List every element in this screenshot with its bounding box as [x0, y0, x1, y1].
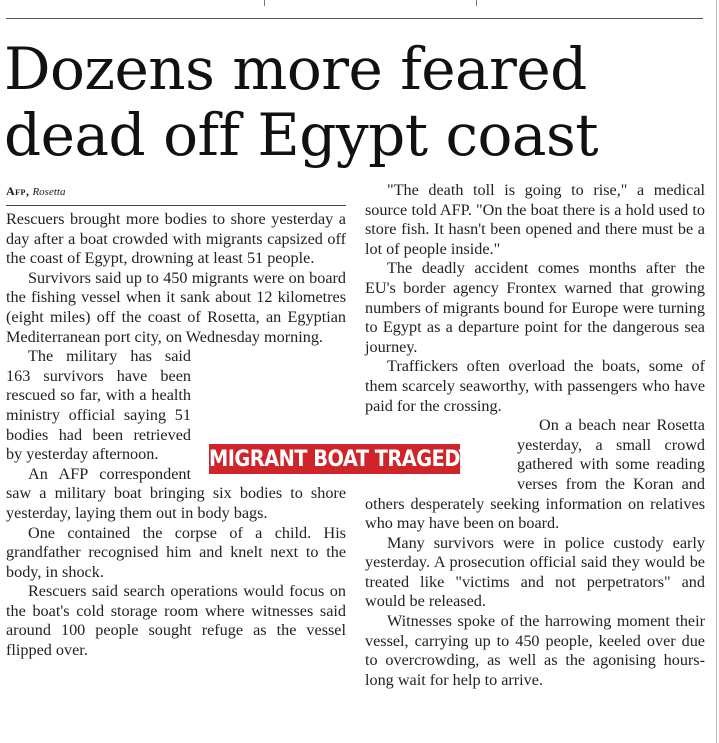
- paragraph: The deadly accident comes months after the EU's border agency Frontex warned that growing numbers of migrants bound for Europe were turning to Egypt as a departure point for the dangerous sea journey.: [365, 259, 705, 356]
- paragraph: One contained the corpse of a child. His grandfather recognised him and knelt next to the body, in shock.: [6, 523, 346, 581]
- paragraph: Rescuers said search operations would focus on the boat's cold storage room where witnesses said around 100 people sought refuge as the vessel flipped over.: [6, 582, 346, 660]
- headline: [4, 36, 704, 168]
- top-tick: [476, 0, 477, 6]
- page-edge-rule: [716, 0, 717, 743]
- headline-line-1: Dozens more feared: [4, 35, 587, 103]
- byline-rule: [6, 205, 346, 206]
- byline-source: Afp,: [6, 184, 30, 198]
- section-banner: MIGRANT BOAT TRAGEDY: [209, 446, 472, 472]
- article-column-right: [365, 181, 705, 690]
- paragraph: Traffickers often overload the boats, some of them scarcely seaworthy, with passengers who have paid for the crossing.: [365, 357, 705, 415]
- top-rule: [6, 18, 703, 19]
- top-tick: [264, 0, 265, 6]
- paragraph: "The death toll is going to rise," a medical source told AFP. "On the boat there is a hold used to store fish. It hasn't been opened and there must be a lot of people inside.": [365, 181, 705, 258]
- paragraph: Survivors said up to 450 migrants were on board the fishing vessel when it sank about 12 kilometres (eight miles) off the coast of Rosetta, an Egyptian Mediterranean port city, on Wednesday morning.: [6, 268, 346, 346]
- paragraph: Rescuers brought more bodies to shore yesterday a day after a boat crowded with migrants capsized off the coast of Egypt, drowning at least 51 people.: [6, 210, 346, 268]
- headline-line-2: dead off Egypt coast: [4, 101, 599, 169]
- paragraph: An AFP correspondent saw a military boat bringing six bodies to shore yesterday, laying them out in body bags.: [6, 464, 346, 522]
- byline-location: Rosetta: [32, 186, 66, 198]
- paragraph: Witnesses spoke of the harrowing moment their vessel, carrying up to 450 people, keeled over due to overcrowding, as well as the agonising hours-long wait for help to arrive.: [365, 612, 705, 689]
- article-column-left: [6, 210, 346, 661]
- paragraph: On a beach near Rosetta yesterday, a small crowd gathered with some reading verses from the Koran and others desperately seeking information on relatives who may have been on board.: [365, 416, 705, 533]
- paragraph: The military has said 163 survivors have been rescued so far, with a health ministry official saying 51 bodies had been retrieved by yesterday afternoon.: [6, 347, 191, 464]
- paragraph: Many survivors were in police custody early yesterday. A prosecution official said they would be treated like "victims and not perpetrators" and would be released.: [365, 533, 705, 611]
- byline: [6, 184, 65, 199]
